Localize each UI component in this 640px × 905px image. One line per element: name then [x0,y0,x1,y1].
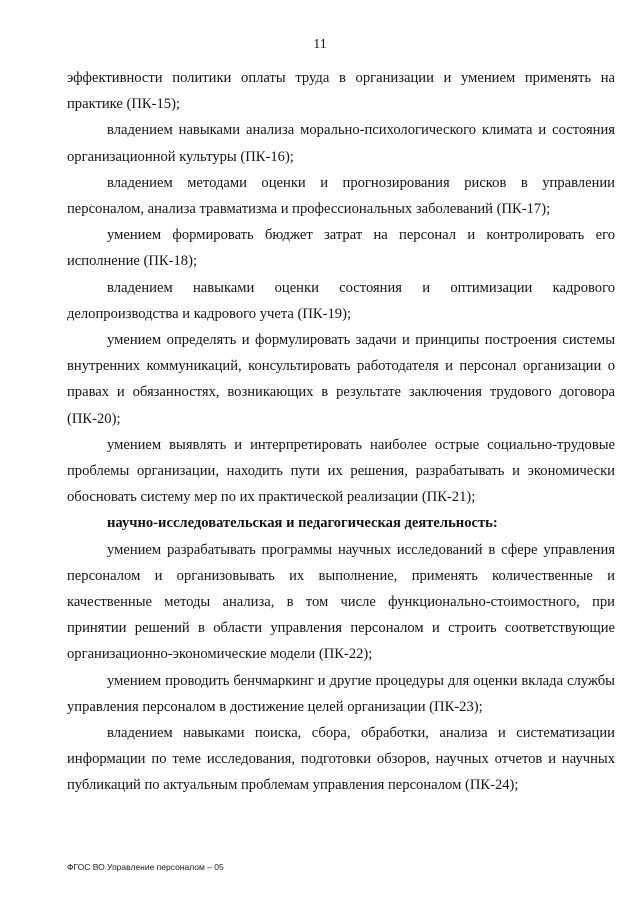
paragraph-pk23: умением проводить бенчмаркинг и другие процедуры для оценки вклада службы управления персоналом в достижение целей организации (ПК-23); [67,672,615,715]
paragraph-pk17: владением методами оценки и прогнозирования рисков в управлении персоналом, анализа травматизма и профессиональных заболеваний (ПК-17); [67,174,615,218]
page-number: 11 [313,37,327,52]
paragraph-pk19: владением навыками оценки состояния и оптимизации кадрового делопроизводства и кадрового учета (ПК-19); [67,279,615,322]
paragraph-pk15-continuation: эффективности политики оплаты труда в организации и умением применять на практике (ПК-15); [67,70,615,113]
paragraph-pk22: умением разрабатывать программы научных исследований в сфере управления персоналом и организовывать их выполнение, применять количественные и качественные методы анализа, в том числе функционально-стоимостного, при принятии решений в области управления персоналом и строить соответствующие организационно-экономические модели (ПК-22); [67,541,615,663]
document-body [67,65,615,799]
page-footer: ФГОС ВО Управление персоналом – 05 [67,862,224,872]
paragraph-pk20: умением определять и формулировать задачи и принципы построения системы внутренних коммуникаций, консультировать работодателя и персонал организации о правах и обязанностях, возникающих в результате заключения трудового договора (ПК-20); [67,332,615,427]
paragraph-pk21: умением выявлять и интерпретировать наиболее острые социально-трудовые проблемы организации, находить пути их решения, разрабатывать и экономически обосновать систему мер по их практической реализации (ПК-21); [67,436,615,506]
paragraph-pk16: владением навыками анализа морально-психологического климата и состояния организационной культуры (ПК-16); [67,122,615,165]
paragraph-pk24: владением навыками поиска, сбора, обработки, анализа и систематизации информации по теме исследования, подготовки обзоров, научных отчетов и научных публикаций по актуальным проблемам управления персоналом (ПК-24); [67,725,615,794]
section-heading-research: научно-исследовательская и педагогическая деятельность: [107,515,498,532]
paragraph-pk18: умением формировать бюджет затрат на персонал и контролировать его исполнение (ПК-18); [67,227,615,270]
